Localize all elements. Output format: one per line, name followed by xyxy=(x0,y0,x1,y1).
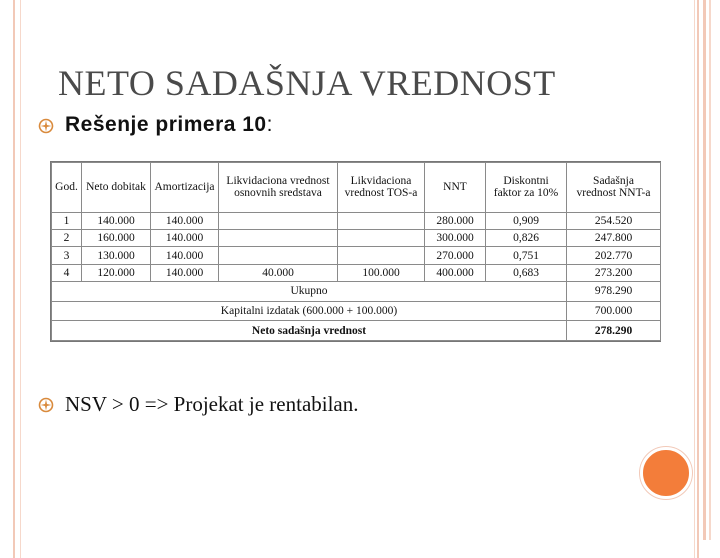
header-discount-factor: Diskontni faktor za 10% xyxy=(486,163,567,213)
cell: 0,826 xyxy=(486,230,567,247)
cell: 130.000 xyxy=(82,247,151,264)
npv-table xyxy=(50,161,661,342)
cell: 247.800 xyxy=(567,230,661,247)
cell: 40.000 xyxy=(219,264,338,281)
summary-row-npv xyxy=(52,321,661,341)
cell xyxy=(219,230,338,247)
cell: 0,909 xyxy=(486,212,567,229)
cell xyxy=(219,247,338,264)
summary-label: Kapitalni izdatak (600.000 + 100.000) xyxy=(52,301,567,321)
cell: 140.000 xyxy=(82,212,151,229)
summary-row-total xyxy=(52,282,661,302)
cell: 140.000 xyxy=(151,212,219,229)
summary-label: Neto sadašnja vrednost xyxy=(52,321,567,341)
cell xyxy=(219,212,338,229)
header-year: God. xyxy=(52,163,82,213)
bullet-icon xyxy=(38,118,54,134)
table-header-row xyxy=(52,163,661,213)
cell xyxy=(338,230,425,247)
cell: 140.000 xyxy=(151,247,219,264)
cell: 280.000 xyxy=(425,212,486,229)
cell: 300.000 xyxy=(425,230,486,247)
cell: 0,751 xyxy=(486,247,567,264)
header-liquidation-working-capital: Likvidaciona vrednost TOS-a xyxy=(338,163,425,213)
summary-label: Ukupno xyxy=(52,282,567,302)
table-row xyxy=(52,247,661,264)
cell: 273.200 xyxy=(567,264,661,281)
cell: 1 xyxy=(52,212,82,229)
header-depreciation: Amortizacija xyxy=(151,163,219,213)
cell: 140.000 xyxy=(151,264,219,281)
cell xyxy=(338,212,425,229)
decor-circle xyxy=(640,447,692,499)
summary-value: 278.290 xyxy=(567,321,661,341)
cell: 140.000 xyxy=(151,230,219,247)
cell: 270.000 xyxy=(425,247,486,264)
slide-title: NETO SADAŠNJA VREDNOST xyxy=(58,63,556,103)
decor-strip xyxy=(703,0,706,540)
conclusion-text: NSV > 0 => Projekat je rentabilan. xyxy=(65,392,359,416)
cell: 3 xyxy=(52,247,82,264)
cell: 120.000 xyxy=(82,264,151,281)
decor-strip-thin xyxy=(709,0,711,540)
bullet-icon xyxy=(38,397,54,413)
cell: 100.000 xyxy=(338,264,425,281)
summary-value: 700.000 xyxy=(567,301,661,321)
summary-value: 978.290 xyxy=(567,282,661,302)
header-net-profit: Neto dobitak xyxy=(82,163,151,213)
cell xyxy=(338,247,425,264)
table-row xyxy=(52,212,661,229)
header-present-value: Sadašnja vrednost NNT-a xyxy=(567,163,661,213)
cell: 2 xyxy=(52,230,82,247)
header-nnt: NNT xyxy=(425,163,486,213)
summary-row-capital xyxy=(52,301,661,321)
table-row xyxy=(52,264,661,281)
subheading: Rešenje primera 10: xyxy=(65,113,273,136)
table-row xyxy=(52,230,661,247)
cell: 4 xyxy=(52,264,82,281)
cell: 0,683 xyxy=(486,264,567,281)
cell: 400.000 xyxy=(425,264,486,281)
cell: 254.520 xyxy=(567,212,661,229)
cell: 160.000 xyxy=(82,230,151,247)
cell: 202.770 xyxy=(567,247,661,264)
header-liquidation-fixed-assets: Likvidaciona vrednost osnovnih sredstava xyxy=(219,163,338,213)
